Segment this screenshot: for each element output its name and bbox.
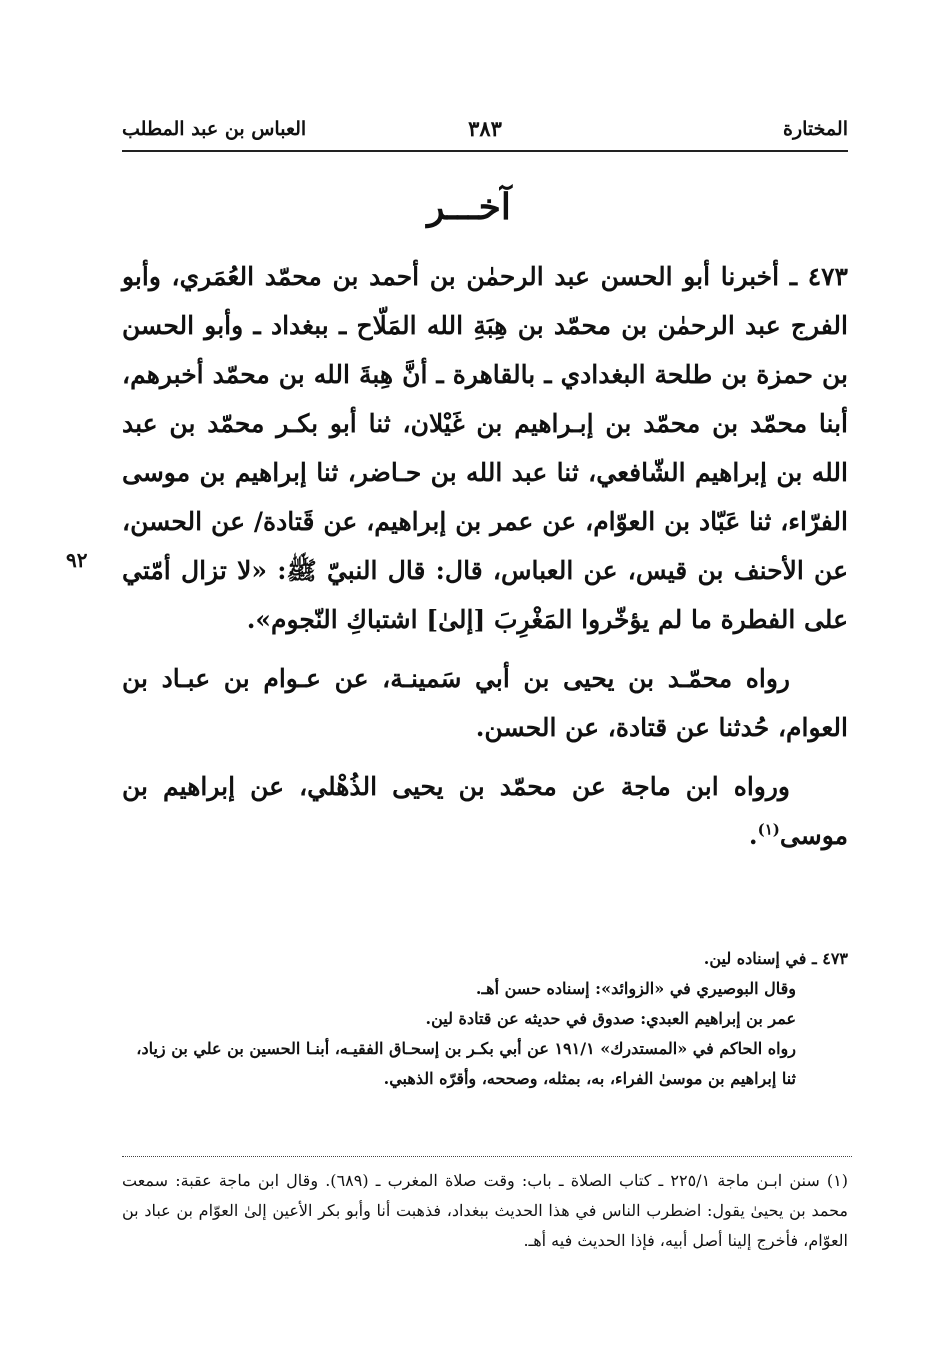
header-chapter-title: العباس بن عبد المطلب bbox=[122, 118, 307, 140]
main-text bbox=[122, 252, 848, 860]
manuscript-folio-marker: ٩٢ bbox=[66, 548, 88, 572]
ibn-majah-text: ورواه ابن ماجة عن محمّد بن يحيى الذُهْلي، عن إبراهيم بن موسى bbox=[122, 772, 848, 850]
hadith-paragraph: ٤٧٣ ـ أخبرنا أبو الحسن عبد الرحمٰن بن أحمد بن محمّد العُمَري، وأبو الفرج عبد الرحمٰن بن محمّد بن هِبَةِ الله المَلّاح ـ ببغداد ـ وأبو الحسن بن حمزة بن طلحة البغدادي ـ بالقاهرة ـ أنَّ هِبةَ الله بن محمّد أخبرهم، أبنا محمّد بن محمّد بن إبـراهيم بن غَيْلان، ثنا أبو بكـر محمّد بن عبد الله بن إبراهيم الشّافعي، ثنا عبد الله بن حـاضر، ثنا إبراهيم بن موسى الفرّاء، ثنا عَبّاد بن العوّام، عن عمر بن إبراهيم، عن قَتادة/ عن الحسن، عن الأحنف بن قيس، عن العباس، قال: قال النبيّ ﷺ: «لا تزال أمّتي على الفطرة ما لم يؤخّروا المَغْرِبَ [إلىٰ] اشتباكِ النّجوم». bbox=[122, 262, 848, 634]
page-number: ٣٨٣ bbox=[468, 116, 502, 141]
editor-notes bbox=[122, 944, 848, 1094]
footnote-separator bbox=[122, 1156, 852, 1157]
footnote-reference: (١) bbox=[757, 820, 780, 839]
section-title: آخـــر bbox=[427, 186, 511, 228]
header-book-title: المختارة bbox=[783, 118, 848, 140]
footnote-1: (١) سنن ابـن ماجة ٢٢٥/١ ـ كتاب الصلاة ـ باب: وقت صلاة المغرب ـ (٦٨٩). وقال ابن ماجة عقبة: سمعت محمد بن يحيىٰ يقول: اضطرب الناس في هذا الحديث ببغداد، فذهبت أنا وأبو بكر الأعين إلىٰ العوّام بن عباد بن العوّام، فأخرج إلينا أصل أبيه، فإذا الحديث فيه أهـ. bbox=[122, 1171, 849, 1250]
running-header bbox=[122, 112, 848, 148]
header-rule bbox=[122, 150, 848, 152]
note-line-2: وقال البوصيري في «الزوائد»: إسناده حسن أهـ. bbox=[475, 979, 796, 998]
note-line-1: ٤٧٣ ـ في إسناده لين. bbox=[703, 949, 848, 968]
ibn-majah-paragraph bbox=[122, 762, 848, 860]
note-line-4: رواه الحاكم في «المستدرك» ١٩١/١ عن أبي بكـر بن إسحـاق الفقيـه، أبنـا الحسين بن علي بن زياد، ثنا إبراهيم بن موسىٰ الفراء، به، بمثله، وصححه، وأقرّه الذهبي. bbox=[136, 1039, 796, 1088]
narration-paragraph: رواه محمّـد بن يحيى بن أبي سَمينـة، عن عـوام بن عبـاد بن العوام، حُدثنا عن قتادة، عن الحسن. bbox=[122, 664, 848, 742]
footnotes bbox=[122, 1166, 848, 1256]
note-line-3: عمر بن إبراهيم العبدي: صدوق في حديثه عن قتادة لين. bbox=[425, 1009, 796, 1028]
ibn-majah-end: . bbox=[748, 821, 758, 850]
